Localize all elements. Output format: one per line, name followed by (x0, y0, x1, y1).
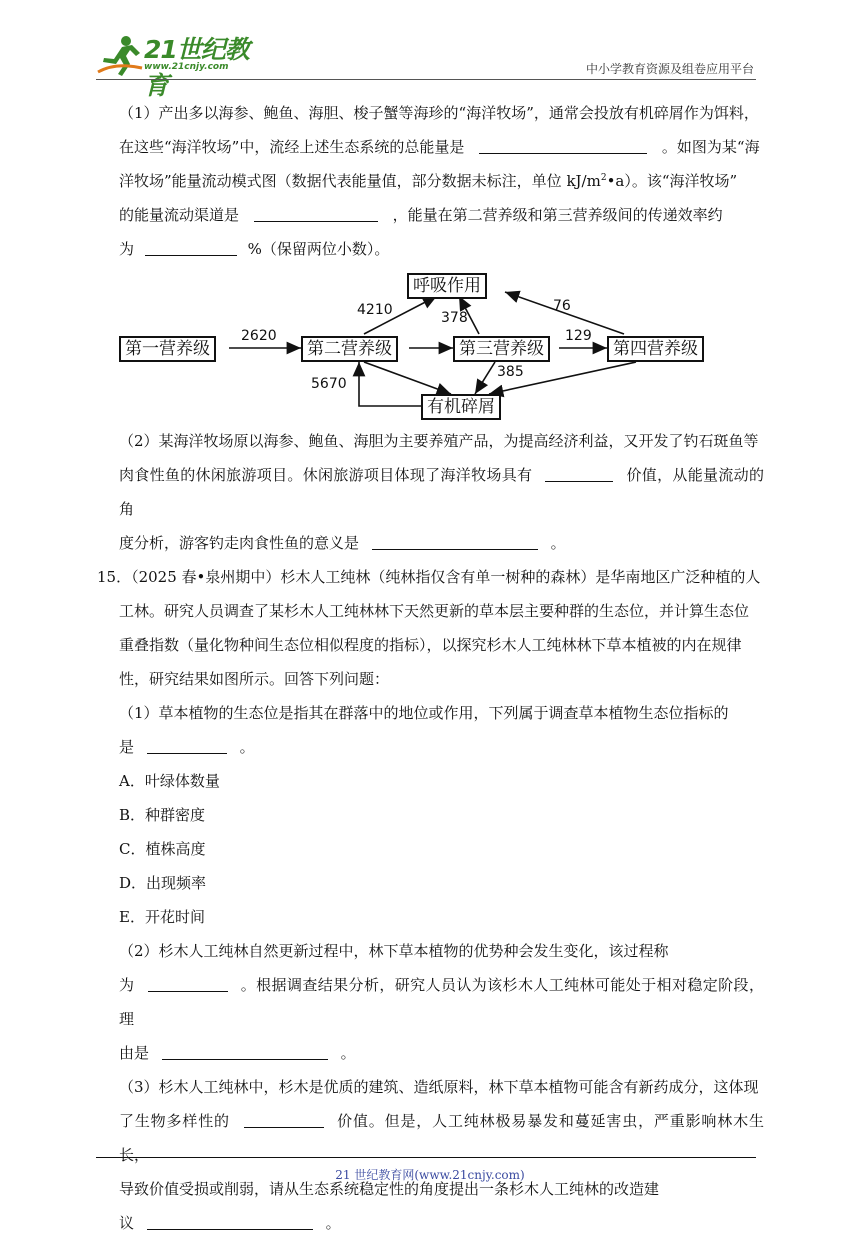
text-fragment: 洋牧场”能量流动模式图（数据代表能量值，部分数据未标注，单位 kJ/m (119, 172, 601, 190)
answer-blank[interactable] (162, 1043, 328, 1060)
text-fragment: 价值。但是，人工纯林极易暴发和蔓延害虫，严重影响林木生长， (119, 1112, 764, 1164)
answer-blank[interactable] (145, 239, 237, 256)
value-detritus-l2: 5670 (311, 376, 347, 392)
text-fragment: 。根据调查结果分析，研究人员认为该杉木人工纯林可能处于相对稳定阶段，理 (119, 976, 764, 1028)
text-fragment: 。如图为某“海 (661, 138, 760, 156)
question-15-line: 15．（2025 春•泉州期中）杉木人工纯林（纯林指仅含有单一树种的森林）是华南地区广泛种植的人 (97, 568, 761, 586)
text-fragment: 肉食性鱼的休闲旅游项目。休闲旅游项目体现了海洋牧场具有 (119, 466, 533, 484)
value-l1-l2: 2620 (241, 328, 277, 344)
text-line (119, 968, 764, 1036)
text-line (119, 1206, 764, 1240)
text-fragment: •a）。该“海洋牧场” (606, 172, 738, 190)
logo-text: 21世纪教育 (144, 35, 249, 100)
text-fragment: 了生物多样性的 (119, 1112, 230, 1130)
q14-part1 (119, 96, 764, 266)
option-d[interactable]: D．出现频率 (119, 874, 207, 892)
option-c[interactable]: C．植株高度 (119, 840, 206, 858)
text-fragment: 。 (340, 1044, 356, 1062)
q14-part2-and-q15 (97, 424, 764, 1240)
answer-blank[interactable] (479, 137, 647, 154)
text-fragment: 议 (119, 1214, 135, 1232)
text-line (119, 130, 764, 164)
text-line (119, 164, 764, 198)
text-line: 导致价值受损或削弱，请从生态系统稳定性的角度提出一条杉木人工纯林的改造建 (119, 1180, 660, 1198)
value-l3-detritus: 385 (497, 364, 524, 380)
text-fragment: 。 (325, 1214, 341, 1232)
text-line: 工林。研究人员调查了某杉木人工纯林林下天然更新的草本层主要种群的生态位，并计算生态位 (119, 602, 750, 620)
option-e[interactable]: E．开花时间 (119, 908, 205, 926)
answer-blank[interactable] (147, 737, 227, 754)
text-line: （3）杉木人工纯林中，杉木是优质的建筑、造纸原料，林下草本植物可能含有新药成分，这体现 (119, 1078, 759, 1096)
text-fragment: ，能量在第二营养级和第三营养级间的传递效率约 (392, 206, 723, 224)
answer-blank[interactable] (545, 465, 613, 482)
text-fragment: 。 (239, 738, 255, 756)
text-line: （1）草本植物的生态位是指其在群落中的地位或作用，下列属于调查草本植物生态位指标的 (119, 704, 729, 722)
box-level2: 第二营养级 (301, 336, 398, 362)
text-line: 重叠指数（量化物种间生态位相似程度的指标），以探究杉木人工纯林林下草本植被的内在规律 (119, 636, 742, 654)
page-footer[interactable]: 21 世纪教育网(www.21cnjy.com) (335, 1168, 525, 1182)
text-fragment: 。 (550, 534, 566, 552)
text-line (119, 198, 764, 232)
option-b[interactable]: B．种群密度 (119, 806, 206, 824)
text-fragment: 是 (119, 738, 135, 756)
text-fragment: %（保留两位小数）。 (247, 240, 390, 258)
text-line (119, 458, 764, 526)
value-l2-resp: 4210 (357, 302, 393, 318)
text-line (119, 232, 764, 266)
text-fragment: 为 (119, 240, 135, 258)
text-line (119, 1036, 764, 1070)
text-line (119, 730, 764, 764)
logo-url: www.21cnjy.com (144, 62, 229, 72)
box-level1: 第一营养级 (119, 336, 216, 362)
header-divider (96, 79, 756, 80)
text-line (119, 526, 764, 560)
footer-divider (96, 1157, 756, 1158)
text-line: （1）产出多以海参、鲍鱼、海胆、梭子蟹等海珍的“海洋牧场”，通常会投放有机碎屑作为饵料， (119, 104, 759, 122)
box-respiration: 呼吸作用 (407, 273, 487, 299)
text-fragment: 由是 (119, 1044, 150, 1062)
value-l3-resp: 378 (441, 310, 468, 326)
superscript: 2 (600, 173, 607, 183)
text-fragment: 价值，从能量流动的角 (119, 466, 764, 518)
text-line: （2）某海洋牧场原以海参、鲍鱼、海胆为主要养殖产品，为提高经济利益，又开发了钓石斑鱼等 (119, 432, 759, 450)
text-fragment: 的能量流动渠道是 (119, 206, 240, 224)
answer-blank[interactable] (372, 533, 538, 550)
value-l4-resp: 76 (553, 298, 571, 314)
text-fragment: 为 (119, 976, 135, 994)
text-fragment: 度分析，游客钓走肉食性鱼的意义是 (119, 534, 360, 552)
runner-logo-icon (96, 32, 144, 78)
answer-blank[interactable] (244, 1111, 324, 1128)
text-line (119, 1104, 764, 1172)
answer-blank[interactable] (148, 975, 228, 992)
platform-name: 中小学教育资源及组卷应用平台 (585, 62, 754, 76)
option-a[interactable]: A．叶绿体数量 (119, 772, 220, 790)
site-logo (96, 32, 266, 100)
page-header (96, 32, 756, 100)
energy-flow-diagram (119, 266, 729, 418)
text-fragment: 在这些“海洋牧场”中，流经上述生态系统的总能量是 (119, 138, 465, 156)
box-detritus: 有机碎屑 (421, 394, 501, 420)
answer-blank[interactable] (254, 205, 378, 222)
text-line: （2）杉木人工纯林自然更新过程中，林下草本植物的优势种会发生变化，该过程称 (119, 942, 669, 960)
text-line: 性，研究结果如图所示。回答下列问题： (119, 670, 390, 688)
box-level3: 第三营养级 (453, 336, 550, 362)
box-level4: 第四营养级 (607, 336, 704, 362)
value-l3-l4: 129 (565, 328, 592, 344)
